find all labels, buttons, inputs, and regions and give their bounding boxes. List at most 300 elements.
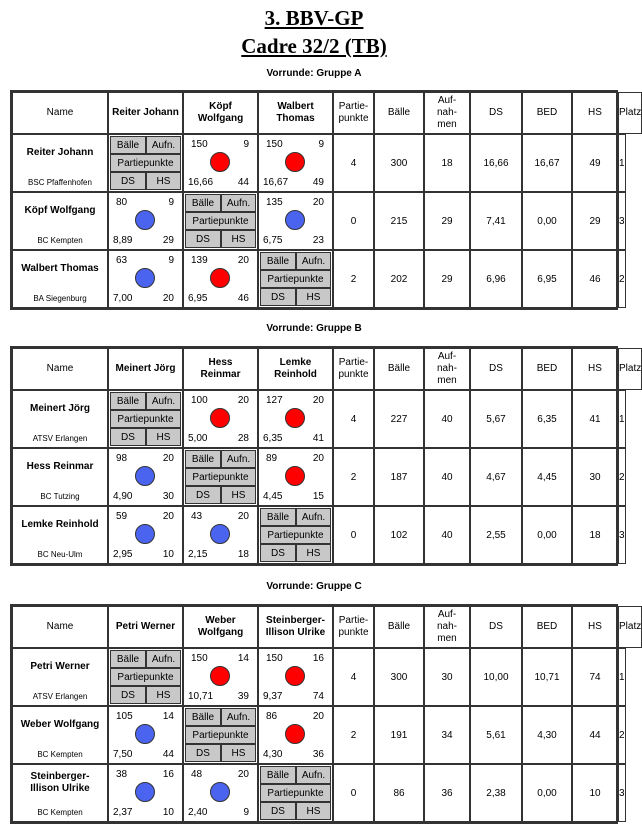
player-club: BC Neu-Ulm (37, 550, 83, 559)
header-aufnahmen (424, 348, 470, 390)
bed-value: 0,00 (522, 764, 572, 822)
self-baelle-label: Bälle (185, 194, 221, 212)
header-partiepunkte-line: Partie- (338, 101, 369, 112)
self-aufn-label: Aufn. (296, 252, 331, 270)
loss-dot (135, 524, 155, 544)
header-hs (572, 606, 618, 648)
platz-value: 1 (618, 390, 626, 448)
header-opponent-line2: Illison Ulrike (265, 627, 326, 638)
header-aufnahmen-line: Auf- (437, 95, 457, 106)
match-cell (183, 134, 258, 192)
match-high-series: 18 (237, 549, 249, 560)
match-balls: 150 (266, 653, 283, 664)
match-high-series: 9 (243, 807, 249, 818)
match-average: 16,67 (263, 177, 289, 188)
match-average: 10,71 (188, 691, 214, 702)
header-baelle (374, 606, 424, 648)
player-club: BC Kempten (37, 808, 83, 817)
match-high-series: 74 (312, 691, 324, 702)
platz-value: 1 (618, 648, 626, 706)
player-name-line2: Illison Ulrike (30, 783, 90, 794)
match-balls: 38 (116, 769, 128, 780)
match-innings: 20 (312, 453, 324, 464)
match-cell (183, 506, 258, 564)
match-high-series: 36 (312, 749, 324, 760)
group-title: Vorrunde: Gruppe A (266, 68, 362, 79)
ds-value: 2,55 (470, 506, 522, 564)
self-match-cell (183, 192, 258, 250)
header-aufnahmen-line: men (437, 119, 457, 130)
match-innings: 20 (237, 769, 249, 780)
header-opponent (108, 606, 183, 648)
match-balls: 150 (191, 653, 208, 664)
header-opponent-line1: Meinert Jörg (115, 363, 176, 374)
header-ds (470, 92, 522, 134)
match-innings: 9 (318, 139, 324, 150)
match-innings: 20 (162, 453, 174, 464)
match-balls: 89 (266, 453, 278, 464)
aufnahmen-value: 29 (424, 192, 470, 250)
header-baelle-line: Bälle (387, 107, 411, 118)
match-balls: 48 (191, 769, 203, 780)
self-hs-label: HS (221, 486, 256, 504)
header-ds (470, 606, 522, 648)
self-ds-label: DS (260, 802, 296, 820)
header-opponent-line1: Walbert (277, 101, 314, 112)
self-match-cell (183, 706, 258, 764)
match-average: 4,30 (263, 749, 283, 760)
self-baelle-label: Bälle (110, 392, 146, 410)
player-name: Köpf Wolfgang (24, 205, 96, 216)
baelle-value: 300 (374, 648, 424, 706)
match-cell (183, 764, 258, 822)
aufnahmen-value: 40 (424, 506, 470, 564)
player-club: BC Tutzing (40, 492, 80, 501)
self-baelle-label: Bälle (110, 650, 146, 668)
header-name: Name (12, 606, 108, 648)
header-platz (618, 348, 642, 390)
self-baelle-label: Bälle (260, 252, 296, 270)
self-hs-label: HS (146, 428, 181, 446)
header-opponent-line1: Hess (208, 357, 233, 368)
loss-dot (135, 724, 155, 744)
match-innings: 9 (168, 197, 174, 208)
match-cell (108, 764, 183, 822)
match-average: 2,40 (188, 807, 208, 818)
partiepunkte-value: 2 (333, 250, 374, 308)
header-platz (618, 92, 642, 134)
match-average: 6,75 (263, 235, 283, 246)
self-match-cell (258, 506, 333, 564)
header-opponent-line2: Reinmar (200, 369, 241, 380)
self-aufn-label: Aufn. (146, 136, 181, 154)
player-name-cell (12, 134, 108, 192)
self-match-cell (183, 448, 258, 506)
header-name: Name (12, 92, 108, 134)
header-baelle-line: Bälle (387, 621, 411, 632)
header-opponent-line1: Reiter Johann (112, 107, 179, 118)
bed-value: 4,30 (522, 706, 572, 764)
ds-value: 7,41 (470, 192, 522, 250)
match-high-series: 10 (162, 549, 174, 560)
self-aufn-label: Aufn. (221, 194, 256, 212)
player-name-cell (12, 448, 108, 506)
header-opponent-name (112, 107, 179, 119)
bed-value: 6,95 (522, 250, 572, 308)
header-bed (522, 606, 572, 648)
header-opponent (183, 606, 258, 648)
page-title-line2: Cadre 32/2 (TB) (241, 34, 387, 58)
hs-value: 18 (572, 506, 618, 564)
header-opponent-line1: Petri Werner (115, 621, 176, 632)
match-cell (108, 250, 183, 308)
self-ds-label: DS (185, 486, 221, 504)
player-club: BC Kempten (37, 236, 83, 245)
player-name: Weber Wolfgang (20, 719, 100, 730)
match-balls: 150 (266, 139, 283, 150)
win-dot (285, 666, 305, 686)
loss-dot (135, 210, 155, 230)
header-platz-line: Platz (619, 107, 642, 118)
self-ds-label: DS (110, 686, 146, 704)
match-high-series: 39 (237, 691, 249, 702)
match-innings: 14 (162, 711, 174, 722)
match-cell (108, 192, 183, 250)
header-bed-line: BED (536, 363, 558, 374)
match-average: 2,37 (113, 807, 133, 818)
ds-value: 5,67 (470, 390, 522, 448)
self-hs-label: HS (221, 744, 256, 762)
match-cell (258, 706, 333, 764)
self-match-cell (108, 648, 183, 706)
header-opponent-name (274, 357, 317, 381)
player-name-cell (12, 764, 108, 822)
header-opponent-line1: Lemke (279, 357, 312, 368)
self-hs-label: HS (221, 230, 256, 248)
self-hs-label: HS (296, 802, 331, 820)
match-high-series: 44 (237, 177, 249, 188)
aufnahmen-value: 40 (424, 390, 470, 448)
header-baelle-line: Bälle (387, 363, 411, 374)
player-club: ATSV Erlangen (32, 692, 88, 701)
hs-value: 30 (572, 448, 618, 506)
match-balls: 105 (116, 711, 133, 722)
match-innings: 20 (237, 395, 249, 406)
partiepunkte-value: 0 (333, 192, 374, 250)
header-platz (618, 606, 642, 648)
match-high-series: 41 (312, 433, 324, 444)
partiepunkte-value: 4 (333, 390, 374, 448)
bed-value: 0,00 (522, 506, 572, 564)
loss-dot (210, 782, 230, 802)
win-dot (285, 466, 305, 486)
match-innings: 20 (162, 511, 174, 522)
header-ds (470, 348, 522, 390)
header-opponent-line1: Weber (205, 615, 236, 626)
match-high-series: 44 (162, 749, 174, 760)
player-club: BC Kempten (37, 750, 83, 759)
partiepunkte-value: 0 (333, 764, 374, 822)
self-baelle-label: Bälle (260, 508, 296, 526)
header-partiepunkte-line: punkte (338, 369, 369, 380)
match-average: 7,00 (113, 293, 133, 304)
match-cell (258, 192, 333, 250)
aufnahmen-value: 30 (424, 648, 470, 706)
player-club: ATSV Erlangen (32, 434, 88, 443)
header-opponent-line2: Thomas (276, 113, 315, 124)
bed-value: 0,00 (522, 192, 572, 250)
player-name: Reiter Johann (26, 147, 94, 158)
header-ds-line: DS (489, 363, 503, 374)
ds-value: 10,00 (470, 648, 522, 706)
header-aufnahmen-line: nah- (436, 107, 457, 118)
win-dot (210, 152, 230, 172)
self-aufn-label: Aufn. (146, 650, 181, 668)
hs-value: 49 (572, 134, 618, 192)
match-high-series: 23 (312, 235, 324, 246)
match-high-series: 20 (162, 293, 174, 304)
match-innings: 20 (312, 395, 324, 406)
platz-value: 2 (618, 706, 626, 764)
header-hs-line: HS (588, 107, 602, 118)
match-average: 2,95 (113, 549, 133, 560)
match-average: 4,45 (263, 491, 283, 502)
header-hs-line: HS (588, 363, 602, 374)
header-aufnahmen-line: nah- (436, 363, 457, 374)
self-match-cell (108, 390, 183, 448)
loss-dot (285, 210, 305, 230)
self-aufn-label: Aufn. (146, 392, 181, 410)
header-partiepunkte (333, 348, 374, 390)
match-innings: 14 (237, 653, 249, 664)
win-dot (285, 724, 305, 744)
header-aufnahmen-line: men (437, 633, 457, 644)
self-ds-label: DS (185, 744, 221, 762)
self-hs-label: HS (296, 288, 331, 306)
baelle-value: 227 (374, 390, 424, 448)
match-innings: 9 (243, 139, 249, 150)
header-opponent (108, 92, 183, 134)
player-name: Walbert Thomas (21, 263, 99, 274)
result-table (10, 346, 642, 566)
header-opponent (183, 348, 258, 390)
ds-value: 6,96 (470, 250, 522, 308)
header-opponent-line1: Köpf (209, 101, 232, 112)
header-aufnahmen (424, 606, 470, 648)
header-baelle (374, 92, 424, 134)
match-cell (108, 706, 183, 764)
self-partiepunkte-label: Partiepunkte (260, 526, 331, 544)
platz-value: 3 (618, 192, 626, 250)
match-cell (258, 648, 333, 706)
player-name-line1: Steinberger- (30, 771, 90, 782)
header-opponent-name (115, 363, 175, 375)
group-title: Vorrunde: Gruppe C (266, 581, 362, 592)
platz-value: 3 (618, 506, 626, 564)
header-aufnahmen-line: Auf- (437, 609, 457, 620)
baelle-value: 202 (374, 250, 424, 308)
header-aufnahmen (424, 92, 470, 134)
player-name: Petri Werner (30, 661, 90, 672)
hs-value: 29 (572, 192, 618, 250)
match-cell (183, 390, 258, 448)
win-dot (210, 268, 230, 288)
result-table (10, 604, 642, 824)
aufnahmen-value: 29 (424, 250, 470, 308)
header-platz-line: Platz (619, 363, 642, 374)
match-average: 16,66 (188, 177, 214, 188)
page-title-line1: 3. BBV-GP (264, 6, 364, 30)
header-opponent-name (266, 615, 325, 639)
aufnahmen-value: 18 (424, 134, 470, 192)
match-high-series: 15 (312, 491, 324, 502)
ds-value: 4,67 (470, 448, 522, 506)
baelle-value: 191 (374, 706, 424, 764)
bed-value: 10,71 (522, 648, 572, 706)
match-average: 5,00 (188, 433, 208, 444)
self-partiepunkte-label: Partiepunkte (185, 212, 256, 230)
player-name-cell (12, 506, 108, 564)
aufnahmen-value: 34 (424, 706, 470, 764)
hs-value: 44 (572, 706, 618, 764)
match-high-series: 49 (312, 177, 324, 188)
self-aufn-label: Aufn. (221, 708, 256, 726)
result-table (10, 90, 642, 310)
win-dot (210, 408, 230, 428)
match-balls: 139 (191, 255, 208, 266)
self-hs-label: HS (146, 686, 181, 704)
partiepunkte-value: 2 (333, 706, 374, 764)
match-innings: 20 (237, 511, 249, 522)
header-opponent (258, 92, 333, 134)
self-aufn-label: Aufn. (296, 766, 331, 784)
baelle-value: 300 (374, 134, 424, 192)
bed-value: 16,67 (522, 134, 572, 192)
header-opponent-name (198, 101, 243, 125)
win-dot (210, 666, 230, 686)
header-baelle (374, 348, 424, 390)
hs-value: 46 (572, 250, 618, 308)
self-aufn-label: Aufn. (296, 508, 331, 526)
header-partiepunkte-line: Partie- (338, 615, 369, 626)
self-baelle-label: Bälle (260, 766, 296, 784)
match-balls: 150 (191, 139, 208, 150)
self-partiepunkte-label: Partiepunkte (260, 784, 331, 802)
platz-value: 1 (618, 134, 626, 192)
header-hs (572, 348, 618, 390)
win-dot (285, 408, 305, 428)
header-partiepunkte-line: punkte (338, 113, 369, 124)
header-name: Name (12, 348, 108, 390)
header-opponent-line2: Wolfgang (197, 627, 244, 638)
header-partiepunkte (333, 92, 374, 134)
partiepunkte-value: 0 (333, 506, 374, 564)
header-hs (572, 92, 618, 134)
header-hs-line: HS (588, 621, 602, 632)
player-name: Lemke Reinhold (21, 519, 99, 530)
match-cell (183, 648, 258, 706)
match-average: 2,15 (188, 549, 208, 560)
bed-value: 4,45 (522, 448, 572, 506)
match-balls: 63 (116, 255, 128, 266)
header-bed-line: BED (536, 107, 558, 118)
match-average: 4,90 (113, 491, 133, 502)
baelle-value: 86 (374, 764, 424, 822)
self-hs-label: HS (296, 544, 331, 562)
header-opponent (108, 348, 183, 390)
match-high-series: 10 (162, 807, 174, 818)
ds-value: 5,61 (470, 706, 522, 764)
aufnahmen-value: 40 (424, 448, 470, 506)
header-opponent (258, 606, 333, 648)
self-match-cell (258, 250, 333, 308)
self-ds-label: DS (260, 544, 296, 562)
baelle-value: 215 (374, 192, 424, 250)
self-baelle-label: Bälle (110, 136, 146, 154)
header-opponent-name (116, 621, 175, 633)
hs-value: 41 (572, 390, 618, 448)
match-innings: 16 (162, 769, 174, 780)
match-average: 8,89 (113, 235, 133, 246)
loss-dot (135, 466, 155, 486)
header-partiepunkte (333, 606, 374, 648)
header-opponent-line2: Wolfgang (197, 113, 244, 124)
partiepunkte-value: 4 (333, 648, 374, 706)
header-opponent-name (198, 615, 243, 639)
self-ds-label: DS (185, 230, 221, 248)
baelle-value: 187 (374, 448, 424, 506)
match-high-series: 46 (237, 293, 249, 304)
self-ds-label: DS (260, 288, 296, 306)
match-balls: 59 (116, 511, 128, 522)
header-ds-line: DS (489, 621, 503, 632)
header-ds-line: DS (489, 107, 503, 118)
aufnahmen-value: 36 (424, 764, 470, 822)
player-name-cell (12, 390, 108, 448)
match-innings: 16 (312, 653, 324, 664)
bed-value: 6,35 (522, 390, 572, 448)
loss-dot (210, 524, 230, 544)
platz-value: 3 (618, 764, 626, 822)
match-cell (258, 448, 333, 506)
self-aufn-label: Aufn. (221, 450, 256, 468)
match-balls: 135 (266, 197, 283, 208)
match-average: 6,35 (263, 433, 283, 444)
match-cell (258, 134, 333, 192)
match-innings: 20 (312, 711, 324, 722)
self-partiepunkte-label: Partiepunkte (110, 668, 181, 686)
loss-dot (135, 782, 155, 802)
self-match-cell (108, 134, 183, 192)
header-opponent (183, 92, 258, 134)
match-cell (183, 250, 258, 308)
self-partiepunkte-label: Partiepunkte (110, 154, 181, 172)
baelle-value: 102 (374, 506, 424, 564)
self-partiepunkte-label: Partiepunkte (185, 726, 256, 744)
self-ds-label: DS (110, 428, 146, 446)
header-aufnahmen-line: men (437, 375, 457, 386)
player-name-cell (12, 706, 108, 764)
header-bed (522, 92, 572, 134)
self-partiepunkte-label: Partiepunkte (185, 468, 256, 486)
match-balls: 127 (266, 395, 283, 406)
match-cell (108, 448, 183, 506)
player-name-cell (12, 192, 108, 250)
header-opponent-line2: Reinhold (274, 369, 317, 380)
loss-dot (135, 268, 155, 288)
match-balls: 86 (266, 711, 278, 722)
match-average: 6,95 (188, 293, 208, 304)
